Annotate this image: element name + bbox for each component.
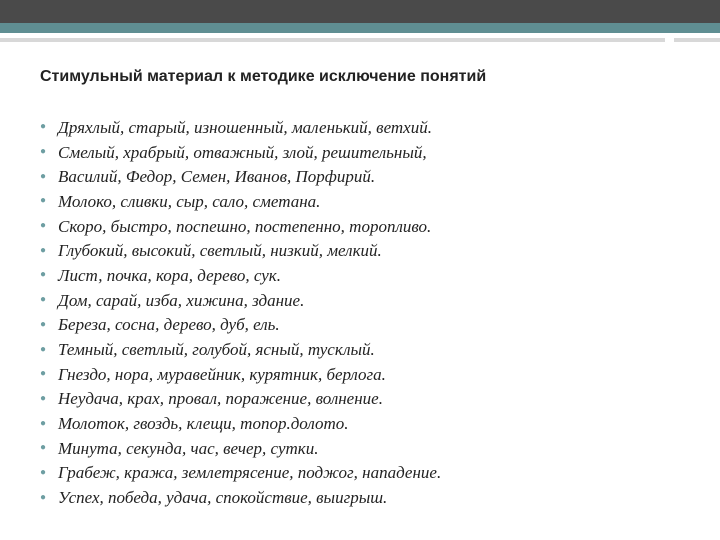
list-item-text: Гнездо, нора, муравейник, курятник, берлога. xyxy=(58,364,386,384)
list-item xyxy=(40,485,680,510)
slide-header-bar xyxy=(0,0,720,23)
list-item-text: Дом, сарай, изба, хижина, здание. xyxy=(58,290,305,310)
concept-list xyxy=(40,115,680,510)
slide-accent-stripe xyxy=(0,23,720,33)
bullet-dot-icon: ● xyxy=(40,466,47,478)
list-item xyxy=(40,387,680,412)
bullet-dot-icon: ● xyxy=(40,269,47,281)
list-item xyxy=(40,362,680,387)
list-item-text: Молоток, гвоздь, клещи, топор.долото. xyxy=(58,414,349,434)
bullet-dot-icon: ● xyxy=(40,491,47,503)
list-item xyxy=(40,214,680,239)
list-item xyxy=(40,337,680,362)
list-item xyxy=(40,313,680,338)
bullet-dot-icon: ● xyxy=(40,195,47,207)
list-item-text: Неудача, крах, провал, поражение, волнение. xyxy=(58,389,383,409)
bullet-dot-icon: ● xyxy=(40,417,47,429)
list-item xyxy=(40,189,680,214)
list-item-text: Василий, Федор, Семен, Иванов, Порфирий. xyxy=(58,167,376,187)
bullet-dot-icon: ● xyxy=(40,318,47,330)
list-item-text: Скоро, быстро, поспешно, постепенно, торопливо. xyxy=(58,216,432,236)
bullet-dot-icon: ● xyxy=(40,121,47,133)
list-item xyxy=(40,288,680,313)
list-item-text: Лист, почка, кора, дерево, сук. xyxy=(58,265,281,285)
list-item xyxy=(40,263,680,288)
list-item-text: Успех, победа, удача, спокойствие, выигрыш. xyxy=(58,488,388,508)
bullet-dot-icon: ● xyxy=(40,170,47,182)
bullet-dot-icon: ● xyxy=(40,392,47,404)
list-item xyxy=(40,436,680,461)
bullet-dot-icon: ● xyxy=(40,244,47,256)
bullet-dot-icon: ● xyxy=(40,220,47,232)
list-item xyxy=(40,238,680,263)
bullet-dot-icon: ● xyxy=(40,343,47,355)
list-item-text: Молоко, сливки, сыр, сало, сметана. xyxy=(58,191,321,211)
list-item-text: Береза, сосна, дерево, дуб, ель. xyxy=(58,315,280,335)
list-item xyxy=(40,461,680,486)
list-item xyxy=(40,140,680,165)
bullet-dot-icon: ● xyxy=(40,442,47,454)
bullet-dot-icon: ● xyxy=(40,368,47,380)
bullet-dot-icon: ● xyxy=(40,146,47,158)
list-item xyxy=(40,411,680,436)
list-item xyxy=(40,115,680,140)
list-item-text: Темный, светлый, голубой, ясный, тусклый. xyxy=(58,340,375,360)
list-item-text: Смелый, храбрый, отважный, злой, решительный, xyxy=(58,142,427,162)
bullet-dot-icon: ● xyxy=(40,294,47,306)
slide-title: Стимульный материал к методике исключение понятий xyxy=(40,68,487,85)
list-item-text: Дряхлый, старый, изношенный, маленький, ветхий. xyxy=(58,117,432,137)
list-item-text: Грабеж, кража, землетрясение, поджог, нападение. xyxy=(58,463,442,483)
slide-header-gap xyxy=(0,33,720,37)
list-item xyxy=(40,164,680,189)
list-item-text: Минута, секунда, час, вечер, сутки. xyxy=(58,438,319,458)
slide-header-rule-left xyxy=(0,38,665,42)
slide-header-rule-right xyxy=(674,38,720,42)
list-item-text: Глубокий, высокий, светлый, низкий, мелкий. xyxy=(58,241,382,261)
